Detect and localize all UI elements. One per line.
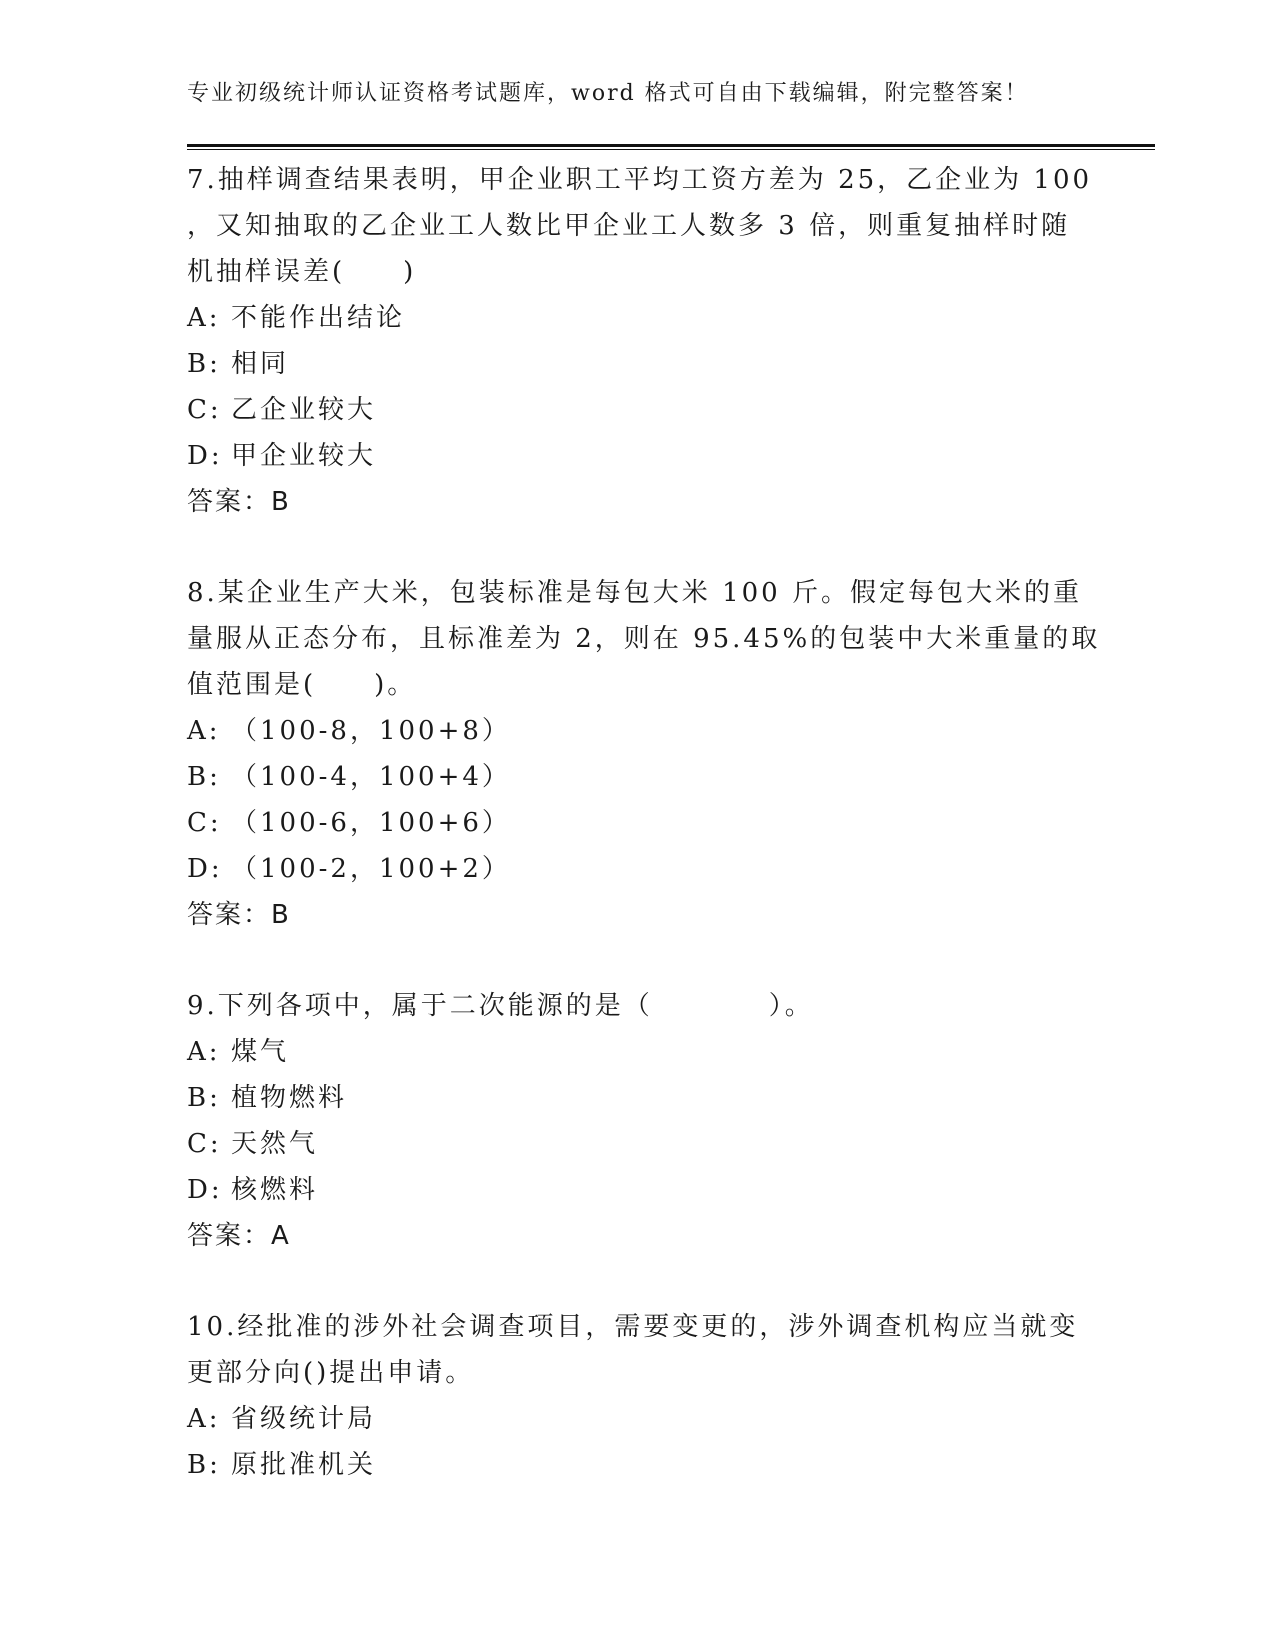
option-key: C:: [187, 1129, 222, 1159]
option-d: [187, 846, 1087, 892]
option-text: 植物燃料: [231, 1083, 348, 1113]
option-text: 原批准机关: [231, 1450, 377, 1480]
option-a: [187, 708, 1087, 754]
option-text: 相同: [231, 349, 290, 379]
option-c: [187, 1121, 1087, 1167]
option-d: [187, 1167, 1087, 1213]
answer-line: 答案：B: [187, 487, 291, 517]
question-list: [187, 157, 1101, 1533]
header-rule-thick: [187, 144, 1155, 147]
option-text: 天然气: [231, 1129, 319, 1159]
question-stem-line: 10.经批准的涉外社会调查项目，需要变更的，涉外调查机构应当就变: [187, 1312, 1079, 1342]
page-header: 专业初级统计师认证资格考试题库，word 格式可自由下载编辑，附完整答案！: [187, 81, 1029, 106]
option-b: [187, 1075, 1087, 1121]
option-key: D:: [187, 1175, 223, 1205]
option-b: [187, 1442, 1087, 1488]
option-key: B:: [187, 1083, 221, 1113]
option-key: A:: [187, 303, 221, 333]
option-key: D:: [187, 854, 223, 884]
option-key: A:: [187, 1037, 221, 1067]
option-a: [187, 295, 1087, 341]
question-stem-line: 7.抽样调查结果表明，甲企业职工平均工资方差为 25，乙企业为 100: [187, 165, 1093, 195]
option-b: [187, 341, 1087, 387]
option-text: 核燃料: [231, 1175, 319, 1205]
question-7: [187, 157, 1093, 525]
option-a: [187, 1029, 1087, 1075]
question-stem-line: 量服从正态分布，且标准差为 2，则在 95.45%的包装中大米重量的取: [187, 624, 1101, 654]
question-10: [187, 1304, 1087, 1488]
option-key: B:: [187, 1450, 221, 1480]
option-text: 煤气: [231, 1037, 290, 1067]
answer-line: 答案：A: [187, 1221, 291, 1251]
question-stem-line: 9.下列各项中，属于二次能源的是（ ）。: [187, 991, 814, 1021]
option-text: （100-6，100+6）: [231, 808, 511, 838]
question-stem-line: 更部分向()提出申请。: [187, 1358, 475, 1388]
option-text: （100-8，100+8）: [231, 716, 511, 746]
option-text: 乙企业较大: [231, 395, 377, 425]
option-text: 甲企业较大: [231, 441, 377, 471]
option-text: 不能作出结论: [231, 303, 406, 333]
option-c: [187, 800, 1087, 846]
question-8: [187, 570, 1101, 938]
question-stem-line: 值范围是( )。: [187, 670, 417, 700]
question-stem-line: 机抽样误差( ): [187, 257, 417, 287]
option-d: [187, 433, 1087, 479]
question-stem-line: ，又知抽取的乙企业工人数比甲企业工人数多 3 倍，则重复抽样时随: [187, 211, 1071, 241]
option-c: [187, 387, 1087, 433]
option-key: A:: [187, 716, 221, 746]
question-9: [187, 983, 1087, 1259]
option-key: D:: [187, 441, 223, 471]
header-rule-thin: [187, 149, 1155, 150]
option-text: （100-2，100+2）: [231, 854, 511, 884]
option-key: A:: [187, 1404, 221, 1434]
option-key: B:: [187, 349, 221, 379]
option-key: C:: [187, 395, 222, 425]
option-key: B:: [187, 762, 221, 792]
option-a: [187, 1396, 1087, 1442]
option-key: C:: [187, 808, 222, 838]
answer-line: 答案：B: [187, 900, 291, 930]
option-text: （100-4，100+4）: [231, 762, 511, 792]
option-b: [187, 754, 1087, 800]
option-text: 省级统计局: [231, 1404, 377, 1434]
question-stem-line: 8.某企业生产大米，包装标准是每包大米 100 斤。假定每包大米的重: [187, 578, 1082, 608]
